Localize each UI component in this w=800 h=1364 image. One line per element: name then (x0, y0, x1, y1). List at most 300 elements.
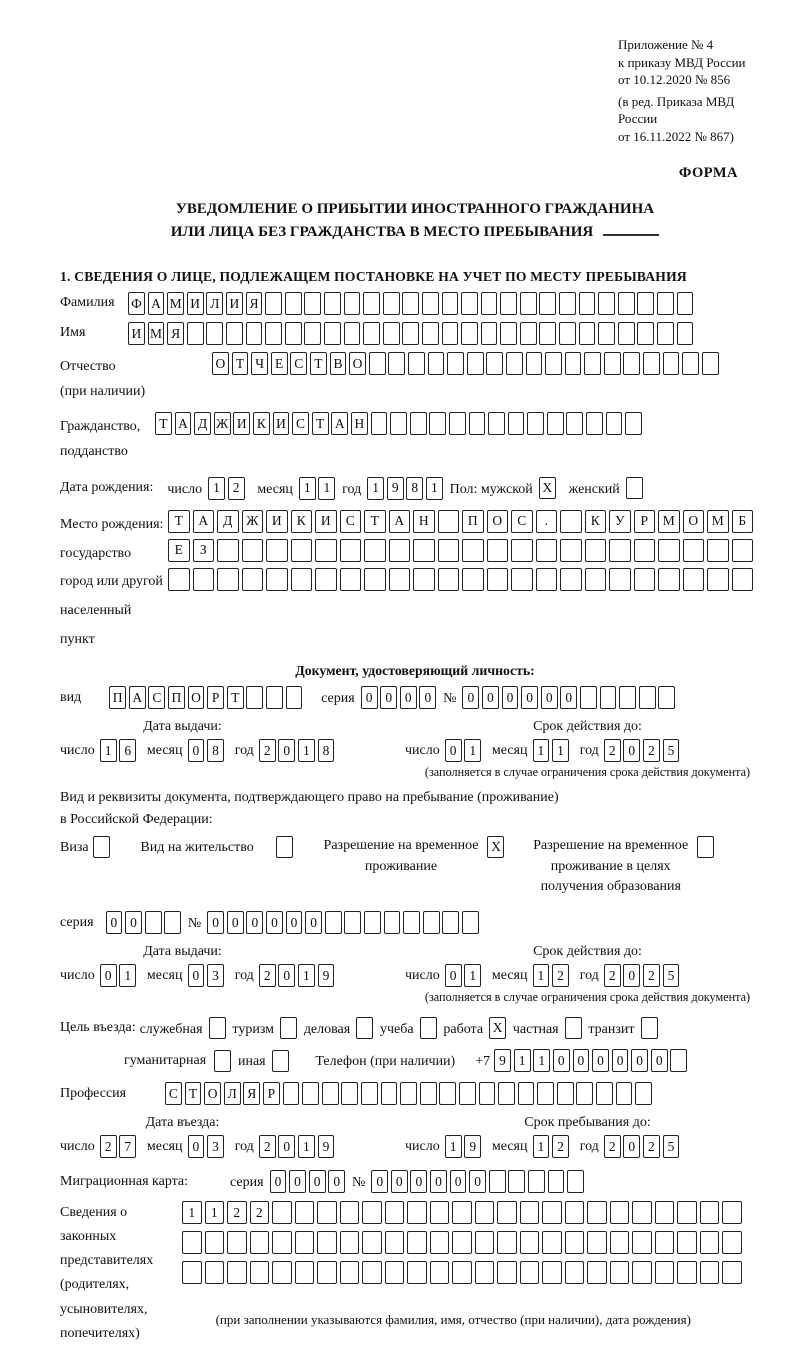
char-cell[interactable]: 1 (298, 1135, 315, 1158)
char-cell[interactable]: Р (207, 686, 224, 709)
char-cell[interactable] (227, 1261, 247, 1284)
char-cell[interactable] (565, 1231, 585, 1254)
char-cell[interactable]: И (315, 510, 337, 533)
char-cell[interactable]: 1 (298, 964, 315, 987)
char-cell[interactable]: А (175, 412, 192, 435)
char-cell[interactable]: 1 (100, 739, 117, 762)
char-cell[interactable] (677, 322, 694, 345)
char-cell[interactable] (565, 1017, 582, 1039)
char-cell[interactable] (276, 836, 293, 858)
char-cell[interactable] (461, 322, 478, 345)
char-cell[interactable] (487, 539, 509, 562)
char-cell[interactable] (430, 1201, 450, 1224)
char-cell[interactable] (683, 539, 705, 562)
char-cell[interactable] (528, 1170, 545, 1193)
char-cell[interactable] (422, 322, 439, 345)
char-cell[interactable]: 2 (552, 964, 569, 987)
char-cell[interactable]: О (188, 686, 205, 709)
char-cell[interactable] (341, 1082, 358, 1105)
char-cell[interactable]: С (165, 1082, 182, 1105)
char-cell[interactable]: 1 (298, 739, 315, 762)
char-cell[interactable] (266, 539, 288, 562)
char-cell[interactable]: О (487, 510, 509, 533)
char-cell[interactable] (567, 1170, 584, 1193)
char-cell[interactable] (344, 292, 361, 315)
char-cell[interactable]: . (536, 510, 558, 533)
char-cell[interactable] (506, 352, 523, 375)
char-cell[interactable]: С (290, 352, 307, 375)
char-cell[interactable] (242, 568, 264, 591)
char-cell[interactable] (344, 911, 361, 934)
char-cell[interactable] (272, 1261, 292, 1284)
char-cell[interactable] (520, 1201, 540, 1224)
char-cell[interactable]: 5 (663, 739, 680, 762)
char-cell[interactable] (700, 1261, 720, 1284)
char-cell[interactable]: 0 (560, 686, 577, 709)
char-cell[interactable] (469, 412, 486, 435)
char-cell[interactable] (655, 1261, 675, 1284)
char-cell[interactable] (481, 292, 498, 315)
char-cell[interactable]: О (212, 352, 229, 375)
char-cell[interactable]: К (291, 510, 313, 533)
char-cell[interactable] (413, 568, 435, 591)
char-cell[interactable]: Е (168, 539, 190, 562)
char-cell[interactable]: П (109, 686, 126, 709)
char-cell[interactable]: 8 (406, 477, 423, 500)
char-cell[interactable] (637, 322, 654, 345)
char-cell[interactable] (587, 1201, 607, 1224)
char-cell[interactable] (362, 1231, 382, 1254)
char-cell[interactable] (677, 292, 694, 315)
char-cell[interactable] (315, 539, 337, 562)
char-cell[interactable]: И (266, 510, 288, 533)
char-cell[interactable] (722, 1261, 742, 1284)
char-cell[interactable] (182, 1261, 202, 1284)
char-cell[interactable]: Л (206, 292, 223, 315)
char-cell[interactable] (637, 292, 654, 315)
char-cell[interactable] (643, 352, 660, 375)
char-cell[interactable]: 1 (208, 477, 225, 500)
char-cell[interactable]: 0 (361, 686, 378, 709)
char-cell[interactable]: 0 (651, 1049, 668, 1072)
char-cell[interactable] (400, 1082, 417, 1105)
char-cell[interactable] (634, 568, 656, 591)
char-cell[interactable]: 5 (663, 1135, 680, 1158)
char-cell[interactable] (93, 836, 110, 858)
char-cell[interactable] (489, 1170, 506, 1193)
char-cell[interactable] (322, 1082, 339, 1105)
char-cell[interactable]: 2 (604, 739, 621, 762)
char-cell[interactable]: 0 (462, 686, 479, 709)
char-cell[interactable] (604, 352, 621, 375)
char-cell[interactable]: 0 (521, 686, 538, 709)
char-cell[interactable]: 6 (119, 739, 136, 762)
char-cell[interactable]: 1 (445, 1135, 462, 1158)
char-cell[interactable] (291, 539, 313, 562)
char-cell[interactable] (266, 686, 283, 709)
char-cell[interactable]: 0 (631, 1049, 648, 1072)
char-cell[interactable] (286, 686, 303, 709)
char-cell[interactable]: А (389, 510, 411, 533)
char-cell[interactable] (285, 292, 302, 315)
char-cell[interactable] (677, 1261, 697, 1284)
char-cell[interactable] (732, 568, 754, 591)
char-cell[interactable]: 0 (410, 1170, 427, 1193)
char-cell[interactable]: С (340, 510, 362, 533)
char-cell[interactable]: Т (232, 352, 249, 375)
char-cell[interactable] (385, 1231, 405, 1254)
char-cell[interactable] (340, 568, 362, 591)
char-cell[interactable] (265, 292, 282, 315)
char-cell[interactable]: П (462, 510, 484, 533)
char-cell[interactable] (632, 1201, 652, 1224)
char-cell[interactable] (402, 292, 419, 315)
char-cell[interactable] (388, 352, 405, 375)
char-cell[interactable] (609, 568, 631, 591)
char-cell[interactable] (658, 686, 675, 709)
char-cell[interactable] (610, 1231, 630, 1254)
char-cell[interactable] (596, 1082, 613, 1105)
char-cell[interactable] (610, 1261, 630, 1284)
char-cell[interactable]: 2 (250, 1201, 270, 1224)
char-cell[interactable] (479, 1082, 496, 1105)
char-cell[interactable] (462, 568, 484, 591)
char-cell[interactable] (295, 1231, 315, 1254)
char-cell[interactable] (304, 292, 321, 315)
char-cell[interactable] (439, 1082, 456, 1105)
char-cell[interactable] (340, 539, 362, 562)
char-cell[interactable]: М (167, 292, 184, 315)
char-cell[interactable] (526, 352, 543, 375)
char-cell[interactable] (619, 686, 636, 709)
char-cell[interactable] (442, 322, 459, 345)
char-cell[interactable] (362, 1201, 382, 1224)
char-cell[interactable]: 9 (318, 1135, 335, 1158)
char-cell[interactable]: 9 (387, 477, 404, 500)
char-cell[interactable] (430, 1261, 450, 1284)
char-cell[interactable] (498, 1082, 515, 1105)
char-cell[interactable] (187, 322, 204, 345)
char-cell[interactable]: 0 (502, 686, 519, 709)
char-cell[interactable] (559, 322, 576, 345)
char-cell[interactable] (497, 1201, 517, 1224)
char-cell[interactable]: Д (194, 412, 211, 435)
char-cell[interactable]: Т (227, 686, 244, 709)
char-cell[interactable] (655, 1201, 675, 1224)
char-cell[interactable] (520, 1231, 540, 1254)
char-cell[interactable] (369, 352, 386, 375)
char-cell[interactable] (560, 568, 582, 591)
char-cell[interactable]: 0 (371, 1170, 388, 1193)
char-cell[interactable] (364, 568, 386, 591)
char-cell[interactable] (227, 1231, 247, 1254)
char-cell[interactable] (462, 911, 479, 934)
char-cell[interactable] (557, 1082, 574, 1105)
char-cell[interactable] (145, 911, 162, 934)
char-cell[interactable] (250, 1231, 270, 1254)
char-cell[interactable] (539, 322, 556, 345)
char-cell[interactable] (381, 1082, 398, 1105)
char-cell[interactable]: Т (364, 510, 386, 533)
char-cell[interactable]: 2 (228, 477, 245, 500)
char-cell[interactable]: С (292, 412, 309, 435)
char-cell[interactable] (565, 1201, 585, 1224)
char-cell[interactable]: 2 (604, 1135, 621, 1158)
char-cell[interactable] (438, 510, 460, 533)
char-cell[interactable] (361, 1082, 378, 1105)
char-cell[interactable]: 8 (318, 739, 335, 762)
char-cell[interactable]: Я (167, 322, 184, 345)
char-cell[interactable] (580, 686, 597, 709)
char-cell[interactable] (511, 539, 533, 562)
char-cell[interactable]: 0 (246, 911, 263, 934)
char-cell[interactable] (657, 322, 674, 345)
char-cell[interactable]: 0 (188, 964, 205, 987)
char-cell[interactable] (536, 568, 558, 591)
char-cell[interactable] (438, 539, 460, 562)
char-cell[interactable]: 0 (391, 1170, 408, 1193)
char-cell[interactable] (606, 412, 623, 435)
char-cell[interactable] (442, 911, 459, 934)
char-cell[interactable] (511, 568, 533, 591)
char-cell[interactable]: 1 (367, 477, 384, 500)
char-cell[interactable]: 0 (380, 686, 397, 709)
char-cell[interactable]: 1 (464, 964, 481, 987)
char-cell[interactable]: 2 (643, 739, 660, 762)
char-cell[interactable]: Ж (242, 510, 264, 533)
char-cell[interactable]: 1 (533, 739, 550, 762)
char-cell[interactable] (508, 1170, 525, 1193)
char-cell[interactable]: Б (732, 510, 754, 533)
char-cell[interactable] (280, 1017, 297, 1039)
char-cell[interactable] (438, 568, 460, 591)
char-cell[interactable] (518, 1082, 535, 1105)
char-cell[interactable] (246, 686, 263, 709)
char-cell[interactable]: М (707, 510, 729, 533)
char-cell[interactable]: 0 (400, 686, 417, 709)
char-cell[interactable] (317, 1261, 337, 1284)
char-cell[interactable] (324, 322, 341, 345)
char-cell[interactable] (545, 352, 562, 375)
char-cell[interactable] (407, 1261, 427, 1284)
char-cell[interactable] (402, 322, 419, 345)
char-cell[interactable]: 0 (278, 739, 295, 762)
char-cell[interactable]: 1 (205, 1201, 225, 1224)
char-cell[interactable]: 0 (445, 964, 462, 987)
char-cell[interactable]: 0 (266, 911, 283, 934)
char-cell[interactable]: К (585, 510, 607, 533)
char-cell[interactable] (587, 1261, 607, 1284)
char-cell[interactable] (459, 1082, 476, 1105)
char-cell[interactable] (364, 911, 381, 934)
char-cell[interactable]: Р (263, 1082, 280, 1105)
char-cell[interactable] (655, 1231, 675, 1254)
char-cell[interactable] (722, 1201, 742, 1224)
char-cell[interactable] (410, 412, 427, 435)
char-cell[interactable] (265, 322, 282, 345)
char-cell[interactable]: А (193, 510, 215, 533)
char-cell[interactable]: 0 (482, 686, 499, 709)
char-cell[interactable]: А (331, 412, 348, 435)
char-cell[interactable] (500, 322, 517, 345)
char-cell[interactable] (560, 539, 582, 562)
char-cell[interactable] (384, 911, 401, 934)
char-cell[interactable] (363, 292, 380, 315)
char-cell[interactable] (527, 412, 544, 435)
char-cell[interactable]: О (683, 510, 705, 533)
char-cell[interactable]: 5 (663, 964, 680, 987)
char-cell[interactable] (447, 352, 464, 375)
char-cell[interactable] (587, 1231, 607, 1254)
char-cell[interactable]: Т (310, 352, 327, 375)
char-cell[interactable] (707, 539, 729, 562)
char-cell[interactable] (598, 322, 615, 345)
char-cell[interactable] (626, 477, 643, 499)
char-cell[interactable]: С (148, 686, 165, 709)
char-cell[interactable] (407, 1201, 427, 1224)
char-cell[interactable]: 1 (533, 1135, 550, 1158)
char-cell[interactable] (413, 539, 435, 562)
char-cell[interactable] (390, 412, 407, 435)
char-cell[interactable]: 2 (259, 964, 276, 987)
char-cell[interactable] (616, 1082, 633, 1105)
char-cell[interactable]: Ж (214, 412, 231, 435)
char-cell[interactable]: И (233, 412, 250, 435)
char-cell[interactable]: 9 (318, 964, 335, 987)
char-cell[interactable]: 1 (533, 1049, 550, 1072)
char-cell[interactable] (579, 322, 596, 345)
char-cell[interactable] (428, 352, 445, 375)
char-cell[interactable] (209, 1017, 226, 1039)
char-cell[interactable] (500, 292, 517, 315)
char-cell[interactable]: 0 (612, 1049, 629, 1072)
char-cell[interactable]: 0 (278, 1135, 295, 1158)
char-cell[interactable] (585, 568, 607, 591)
char-cell[interactable]: У (609, 510, 631, 533)
char-cell[interactable] (285, 322, 302, 345)
char-cell[interactable]: 0 (286, 911, 303, 934)
char-cell[interactable] (486, 352, 503, 375)
char-cell[interactable] (364, 539, 386, 562)
char-cell[interactable] (272, 1201, 292, 1224)
char-cell[interactable] (408, 352, 425, 375)
char-cell[interactable]: 0 (106, 911, 123, 934)
char-cell[interactable] (609, 539, 631, 562)
char-cell[interactable] (722, 1231, 742, 1254)
char-cell[interactable] (317, 1201, 337, 1224)
char-cell[interactable]: 0 (419, 686, 436, 709)
char-cell[interactable] (658, 568, 680, 591)
char-cell[interactable]: Т (312, 412, 329, 435)
char-cell[interactable]: Т (155, 412, 172, 435)
char-cell[interactable] (700, 1201, 720, 1224)
char-cell[interactable]: Ф (128, 292, 145, 315)
char-cell[interactable] (317, 1231, 337, 1254)
char-cell[interactable] (487, 568, 509, 591)
char-cell[interactable]: 3 (207, 1135, 224, 1158)
char-cell[interactable] (559, 292, 576, 315)
char-cell[interactable]: И (128, 322, 145, 345)
char-cell[interactable]: М (658, 510, 680, 533)
char-cell[interactable] (586, 412, 603, 435)
char-cell[interactable]: 1 (318, 477, 335, 500)
char-cell[interactable]: О (204, 1082, 221, 1105)
char-cell[interactable]: 0 (541, 686, 558, 709)
char-cell[interactable] (520, 322, 537, 345)
char-cell[interactable]: 1 (552, 739, 569, 762)
char-cell[interactable]: М (148, 322, 165, 345)
char-cell[interactable] (422, 292, 439, 315)
char-cell[interactable] (325, 911, 342, 934)
char-cell[interactable]: 0 (445, 739, 462, 762)
char-cell[interactable] (246, 322, 263, 345)
char-cell[interactable] (205, 1231, 225, 1254)
char-cell[interactable] (658, 539, 680, 562)
char-cell[interactable]: А (148, 292, 165, 315)
char-cell[interactable] (363, 322, 380, 345)
char-cell[interactable]: 2 (643, 964, 660, 987)
char-cell[interactable] (610, 1201, 630, 1224)
char-cell[interactable]: 1 (464, 739, 481, 762)
char-cell[interactable] (566, 412, 583, 435)
char-cell[interactable]: 1 (299, 477, 316, 500)
char-cell[interactable] (702, 352, 719, 375)
char-cell[interactable] (625, 412, 642, 435)
char-cell[interactable]: С (511, 510, 533, 533)
char-cell[interactable] (315, 568, 337, 591)
char-cell[interactable] (371, 412, 388, 435)
char-cell[interactable] (618, 322, 635, 345)
char-cell[interactable] (214, 1050, 231, 1072)
char-cell[interactable] (565, 352, 582, 375)
char-cell[interactable]: X (489, 1017, 506, 1039)
char-cell[interactable]: 0 (270, 1170, 287, 1193)
char-cell[interactable] (362, 1261, 382, 1284)
char-cell[interactable]: 7 (119, 1135, 136, 1158)
char-cell[interactable] (403, 911, 420, 934)
char-cell[interactable] (677, 1201, 697, 1224)
char-cell[interactable] (302, 1082, 319, 1105)
char-cell[interactable] (576, 1082, 593, 1105)
char-cell[interactable] (340, 1261, 360, 1284)
char-cell[interactable] (520, 1261, 540, 1284)
char-cell[interactable] (475, 1231, 495, 1254)
char-cell[interactable] (641, 1017, 658, 1039)
char-cell[interactable]: 0 (289, 1170, 306, 1193)
char-cell[interactable] (283, 1082, 300, 1105)
char-cell[interactable] (462, 539, 484, 562)
char-cell[interactable]: 3 (207, 964, 224, 987)
char-cell[interactable] (539, 292, 556, 315)
char-cell[interactable]: 0 (305, 911, 322, 934)
char-cell[interactable]: 0 (328, 1170, 345, 1193)
char-cell[interactable] (497, 1261, 517, 1284)
char-cell[interactable]: 0 (553, 1049, 570, 1072)
char-cell[interactable] (266, 568, 288, 591)
char-cell[interactable]: И (187, 292, 204, 315)
char-cell[interactable] (683, 568, 705, 591)
char-cell[interactable]: 0 (309, 1170, 326, 1193)
char-cell[interactable]: 0 (278, 964, 295, 987)
char-cell[interactable] (356, 1017, 373, 1039)
char-cell[interactable]: И (226, 292, 243, 315)
char-cell[interactable] (168, 568, 190, 591)
char-cell[interactable]: 9 (464, 1135, 481, 1158)
char-cell[interactable]: 0 (573, 1049, 590, 1072)
char-cell[interactable]: Я (243, 1082, 260, 1105)
char-cell[interactable] (488, 412, 505, 435)
char-cell[interactable] (560, 510, 582, 533)
